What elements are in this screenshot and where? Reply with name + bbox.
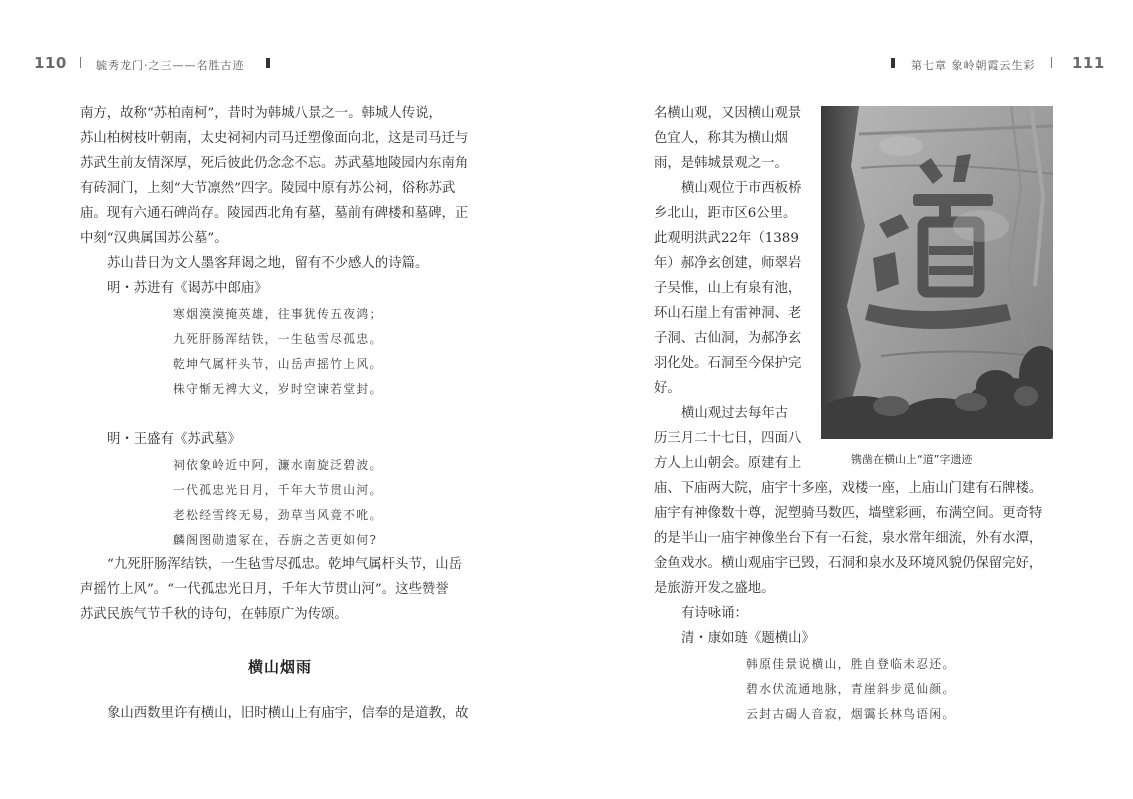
poem-line: 老松经雪终无易，劲草当风竟不吪。 [173, 508, 383, 522]
text-line: 此观明洪武22年（1389 [654, 231, 799, 246]
dao-character-carving-image [821, 106, 1053, 439]
text-line: 苏武生前友情深厚，死后彼此仍念念不忘。苏武墓地陵园内东南角 [80, 156, 469, 171]
text-line: 庙宇有神像数十尊，泥塑骑马数匹，墙壁彩画，布满空间。更奇特 [654, 506, 1043, 521]
poem-line: 祠依象岭近中阿，濂水南旋泛碧波。 [173, 458, 383, 472]
text-line: 子洞、古仙洞，为郝净玄 [654, 331, 802, 346]
poem-line: 九死肝肠浑结铁，一生毡雪尽孤忠。 [173, 332, 383, 346]
text-line: 雨，是韩城景观之一。 [654, 156, 788, 171]
poem-line: 麟阁图勋遗冢在，吞旃之苦更如何? [173, 533, 378, 547]
poem-attribution: 明・苏进有《谒苏中郎庙》 [107, 281, 268, 296]
poem-attribution: 明・王盛有《苏武墓》 [107, 432, 241, 447]
text-line: 金鱼戏水。横山观庙宇已毁，石洞和泉水及环境风貌仍保留完好， [654, 556, 1043, 571]
cliff-carving-photo [821, 106, 1053, 439]
poem-line: 云封古碣人音寂，烟霭长林鸟语闲。 [746, 707, 956, 721]
header-separator [1051, 57, 1052, 68]
poem-line: 乾坤气属杆头节，山岳声摇竹上风。 [173, 357, 383, 371]
text-line: 南方，故称“苏柏南柯”，昔时为韩城八景之一。韩城人传说， [80, 106, 442, 121]
text-line: 声摇竹上风”。“一代孤忠光日月，千年大节贯山河”。这些赞誉 [80, 582, 449, 597]
text-line: 环山石崖上有雷神洞、老 [654, 306, 802, 321]
text-line: 历三月二十七日，四面八 [654, 431, 802, 446]
text-line: 横山观位于市西板桥 [681, 181, 802, 196]
text-line: 名横山观，又因横山观景 [654, 106, 802, 121]
text-line: 乡北山，距市区6公里。 [654, 206, 797, 221]
text-line: 羽化处。石洞至今保护完 [654, 356, 802, 371]
text-line: 庙。现有六通石碑尚存。陵园西北角有墓，墓前有碑楼和墓碑，正 [80, 206, 469, 221]
poem-line: 一代孤忠光日月，千年大节贯山河。 [173, 483, 383, 497]
running-title: 毓秀龙门·之三——名胜古迹 [96, 59, 245, 72]
text-line: 方人上山朝会。原建有上 [654, 456, 802, 471]
poem-attribution: 清・康如琏《题横山》 [681, 631, 815, 646]
page-number: 110 [34, 54, 67, 72]
text-line: 年）郝净玄创建，师翠岩 [654, 256, 802, 271]
text-line: 象山西数里许有横山，旧时横山上有庙宇，信奉的是道教，故 [107, 706, 469, 721]
poem-line: 寒烟漠漠掩英雄，往事犹传五夜鸿； [173, 307, 383, 321]
header-marker [266, 58, 270, 68]
poem-line: 韩原佳景说横山，胜自登临未忍还。 [746, 657, 956, 671]
running-title: 第七章 象岭朝霞云生彩 [911, 59, 1036, 72]
text-line: 庙、下庙两大院，庙宇十多座，戏楼一座，上庙山门建有石牌楼。 [654, 481, 1043, 496]
header-marker [891, 58, 895, 68]
text-line: 色宜人，称其为横山烟 [654, 131, 788, 146]
text-line: 好。 [654, 381, 681, 396]
text-line: 中刻“汉典属国苏公墓”。 [80, 231, 228, 246]
poem-line: 碧水伏流通地脉，青崖斜步觅仙颜。 [746, 682, 956, 696]
text-line: 苏武民族气节千秋的诗句，在韩原广为传颂。 [80, 607, 348, 622]
text-line: 苏山柏树枝叶朝南，太史祠祠内司马迁塑像面向北，这是司马迁与 [80, 131, 469, 146]
right-page [566, 0, 1133, 799]
text-line: 是旅游开发之盛地。 [654, 581, 775, 596]
text-line: “九死肝肠浑结铁，一生毡雪尽孤忠。乾坤气属杆头节，山岳 [107, 557, 462, 572]
page-number: 111 [1072, 54, 1105, 72]
header-separator [80, 57, 81, 68]
photo-caption: 镌凿在横山上“道”字遗迹 [851, 453, 973, 466]
text-line: 横山观过去每年古 [681, 406, 789, 421]
text-line: 的是半山一庙宇神像坐台下有一石瓮，泉水常年细流，外有水潭， [654, 531, 1043, 546]
text-line: 有诗咏诵： [681, 606, 748, 621]
text-line: 苏山昔日为文人墨客拜谒之地，留有不少感人的诗篇。 [107, 256, 429, 271]
poem-line: 株守惭无裨大义，岁时空谏若堂封。 [173, 382, 383, 396]
text-line: 有砖洞门，上刻“大节凛然”四字。陵园中原有苏公祠，俗称苏武 [80, 181, 456, 196]
section-title: 横山烟雨 [248, 658, 313, 676]
left-page [0, 0, 566, 799]
text-line: 子吴惟，山上有泉有池， [654, 281, 802, 296]
